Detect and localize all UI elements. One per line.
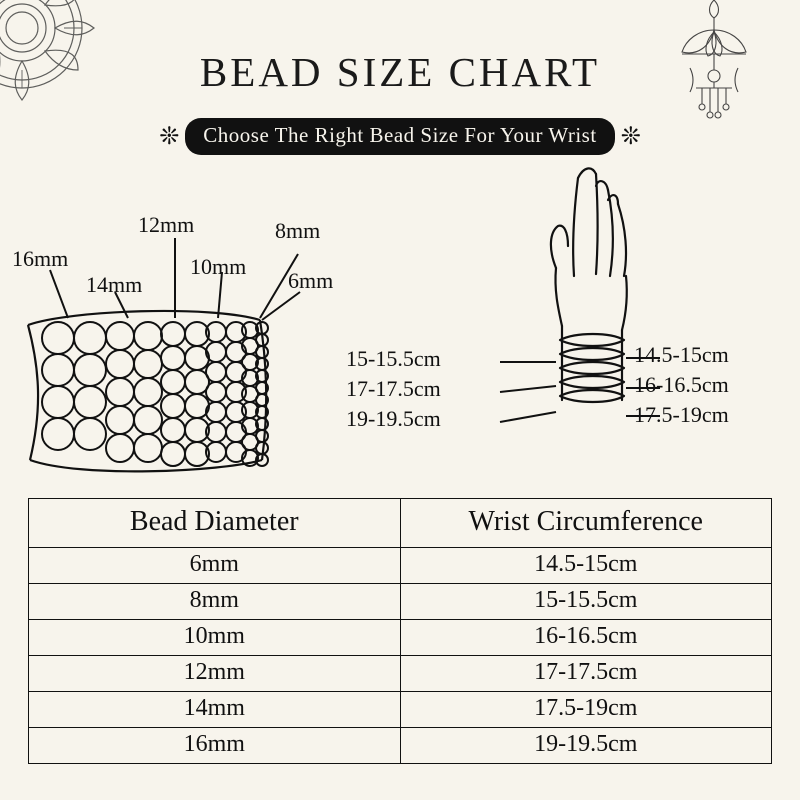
table-row [29, 692, 772, 728]
wrist-label-left-17: 17-17.5cm [346, 376, 441, 401]
table-row [29, 656, 772, 692]
bead-label-16mm: 16mm [12, 246, 69, 271]
table-header-row [29, 499, 772, 548]
flourish-right-icon: ❊ [620, 123, 641, 150]
bead-label-14mm: 14mm [86, 272, 143, 297]
bead-label-8mm: 8mm [275, 218, 321, 243]
page-title: BEAD SIZE CHART [199, 49, 601, 95]
cell-wrist-circumference: 15-15.5cm [400, 584, 772, 620]
wrist-label-right-16: 16-16.5cm [634, 372, 729, 397]
hand-wrist-illustration [500, 150, 800, 480]
subtitle-text: Choose The Right Bead Size For Your Wrist [185, 118, 614, 155]
bead-label-6mm: 6mm [288, 268, 334, 293]
bead-label-10mm: 10mm [190, 254, 247, 279]
table-row [29, 548, 772, 584]
cell-wrist-circumference: 19-19.5cm [400, 728, 772, 764]
cell-bead-diameter: 8mm [29, 584, 401, 620]
header-bead-diameter: Bead Diameter [29, 499, 401, 548]
cell-bead-diameter: 16mm [29, 728, 401, 764]
table-row [29, 728, 772, 764]
flourish-left-icon: ❊ [159, 123, 180, 150]
bead-bracelet-illustration [10, 160, 370, 490]
cell-wrist-circumference: 14.5-15cm [400, 548, 772, 584]
cell-bead-diameter: 12mm [29, 656, 401, 692]
diagram-area [0, 160, 800, 490]
wrist-label-right-175: 17.5-19cm [634, 402, 729, 427]
bead-size-table [28, 498, 772, 764]
bead-label-12mm: 12mm [138, 212, 195, 237]
cell-bead-diameter: 10mm [29, 620, 401, 656]
cell-wrist-circumference: 16-16.5cm [400, 620, 772, 656]
wrist-label-right-145: 14.5-15cm [634, 342, 729, 367]
cell-bead-diameter: 14mm [29, 692, 401, 728]
table-row [29, 620, 772, 656]
cell-wrist-circumference: 17.5-19cm [400, 692, 772, 728]
wrist-label-left-15: 15-15.5cm [346, 346, 441, 371]
header-wrist-circumference: Wrist Circumference [400, 499, 772, 548]
wrist-label-left-19: 19-19.5cm [346, 406, 441, 431]
size-table-wrapper [28, 498, 772, 764]
cell-wrist-circumference: 17-17.5cm [400, 656, 772, 692]
cell-bead-diameter: 6mm [29, 548, 401, 584]
table-row [29, 584, 772, 620]
